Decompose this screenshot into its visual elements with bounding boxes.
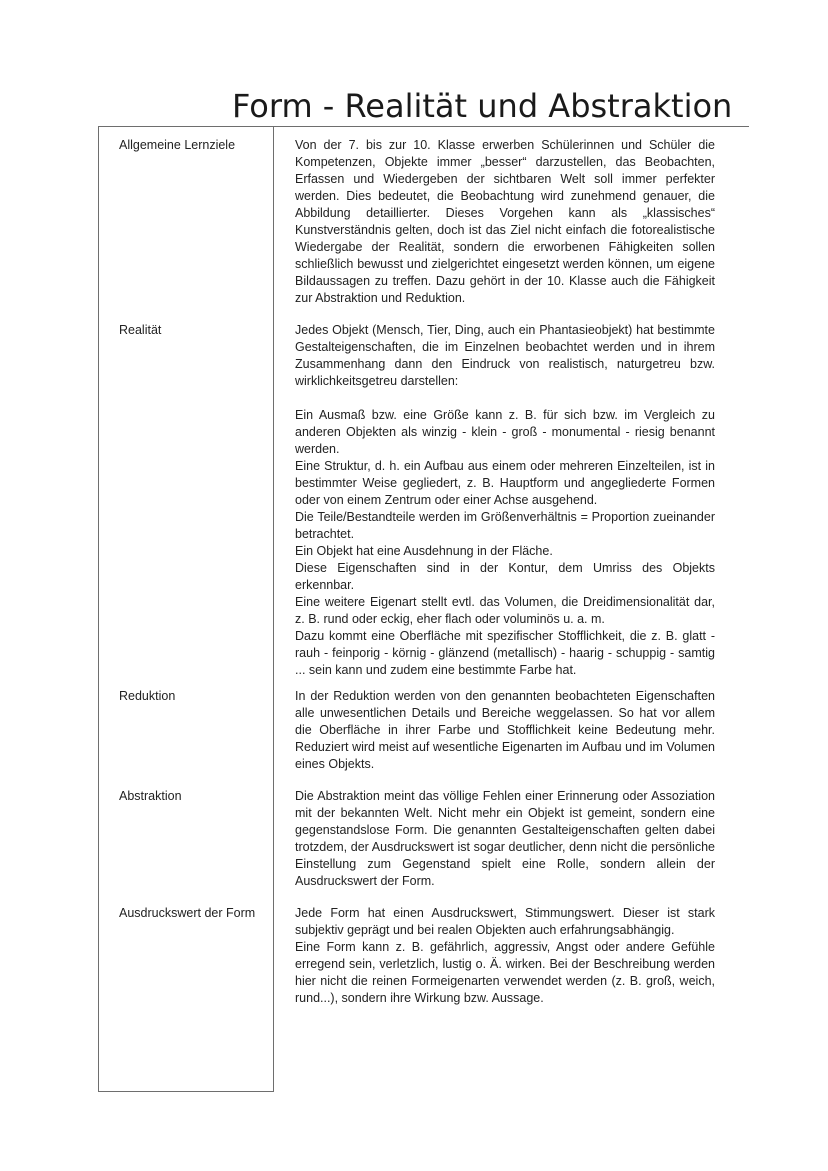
- section-text-lernziele: [295, 137, 715, 307]
- paragraph-intro: Jedes Objekt (Mensch, Tier, Ding, auch ein Phantasieobjekt) hat bestimmte Gestalteigenschaften, die im Einzelnen beobachtet werden und in ihrem Zusammenhang dann den Eindruck von realistisch, naturgetreu bzw. wirklichkeitsgetreu darstellen:: [295, 323, 715, 388]
- section-label-lernziele: Allgemeine Lernziele: [119, 138, 236, 152]
- paragraph: Die Teile/Bestandteile werden im Größenverhältnis = Proportion zueinander betrachtet.: [295, 510, 715, 541]
- paragraph: Ein Objekt hat eine Ausdehnung in der Fläche.: [295, 544, 553, 558]
- paragraph: Dazu kommt eine Oberfläche mit spezifischer Stofflichkeit, die z. B. glatt - rauh - feinporig - körnig - glänzend (metallisch) - haarig - schuppig - samtig ... sein kann und zudem eine bestimmte Farbe hat.: [295, 629, 715, 677]
- section-text-ausdruckswert: [295, 905, 715, 1007]
- paragraph: Von der 7. bis zur 10. Klasse erwerben Schülerinnen und Schüler die Kompetenzen, Objekte immer „besser“ darzustellen, das Beobachten, Erfassen und Wiedergeben der sichtbaren Welt soll immer perfekter werden. Dies bedeutet, die Beobachtung wird zunehmend genauer, die Abbildung detaillierter. Dieses Vorgehen kann als „klassisches“ Kunstverständnis gelten, doch ist das Ziel nicht einfach die fotorealistische Wiedergabe der Realität, sondern die erworbenen Fähigkeiten sollen schließlich bewusst und zielgerichtet eingesetzt werden können, um eigene Bildaussagen zu treffen. Dazu gehört in der 10. Klasse auch die Fähigkeit zur Abstraktion und Reduktion.: [295, 138, 715, 305]
- paragraph: Jede Form hat einen Ausdruckswert, Stimmungswert. Dieser ist stark subjektiv geprägt und bei realen Objekten auch erfahrungsabhängig.: [295, 906, 715, 937]
- section-label-realitaet: Realität: [119, 323, 162, 337]
- section-text-reduktion: [295, 688, 715, 773]
- section-label-reduktion: Reduktion: [119, 689, 176, 703]
- section-text-abstraktion: [295, 788, 715, 890]
- label-column-frame: [98, 126, 274, 1092]
- paragraph: Diese Eigenschaften sind in der Kontur, dem Umriss des Objekts erkennbar.: [295, 561, 715, 592]
- paragraph: Eine Form kann z. B. gefährlich, aggressiv, Angst oder andere Gefühle erregend sein, verletzlich, lustig o. Ä. wirken. Bei der Beschreibung werden hier nicht die reinen Formeigenarten verwendet werden (z. B. groß, weich, rund...), sondern ihre Wirkung bzw. Aussage.: [295, 940, 715, 1005]
- section-text-realitaet: [295, 322, 715, 679]
- section-label-abstraktion: Abstraktion: [119, 789, 182, 803]
- paragraph: Eine weitere Eigenart stellt evtl. das Volumen, die Dreidimensionalität dar, z. B. rund oder eckig, eher flach oder voluminös u. a. m.: [295, 595, 715, 626]
- page-title: Form - Realität und Abstraktion: [232, 87, 733, 125]
- paragraph: In der Reduktion werden von den genannten beobachteten Eigenschaften alle unwesentlichen Details und Bereiche weggelassen. So hat vor allem die Oberfläche in ihrer Farbe und Stofflichkeit keine Bedeutung mehr. Reduziert wird meist auf wesentliche Eigenarten im Aufbau und im Volumen eines Objekts.: [295, 689, 715, 771]
- section-label-ausdruckswert: Ausdruckswert der Form: [119, 906, 256, 920]
- paragraph: Eine Struktur, d. h. ein Aufbau aus einem oder mehreren Einzelteilen, ist in bestimmter Weise gegliedert, z. B. Hauptform und angegliederte Formen oder von einem Zentrum oder einer Achse ausgehend.: [295, 459, 715, 507]
- paragraph: Die Abstraktion meint das völlige Fehlen einer Erinnerung oder Assoziation mit der bekannten Welt. Nicht mehr ein Objekt ist gemeint, sondern eine gegenstandslose Form. Die genannten Gestalteigenschaften gelten dabei trotzdem, der Ausdruckswert ist sogar deutlicher, denn nicht die persönliche Einstellung zum Gegenstand spielt eine Rolle, sondern allein der Ausdruckswert der Form.: [295, 789, 715, 888]
- paragraph: Ein Ausmaß bzw. eine Größe kann z. B. für sich bzw. im Vergleich zu anderen Objekten als winzig - klein - groß - monumental - riesig benannt werden.: [295, 408, 715, 456]
